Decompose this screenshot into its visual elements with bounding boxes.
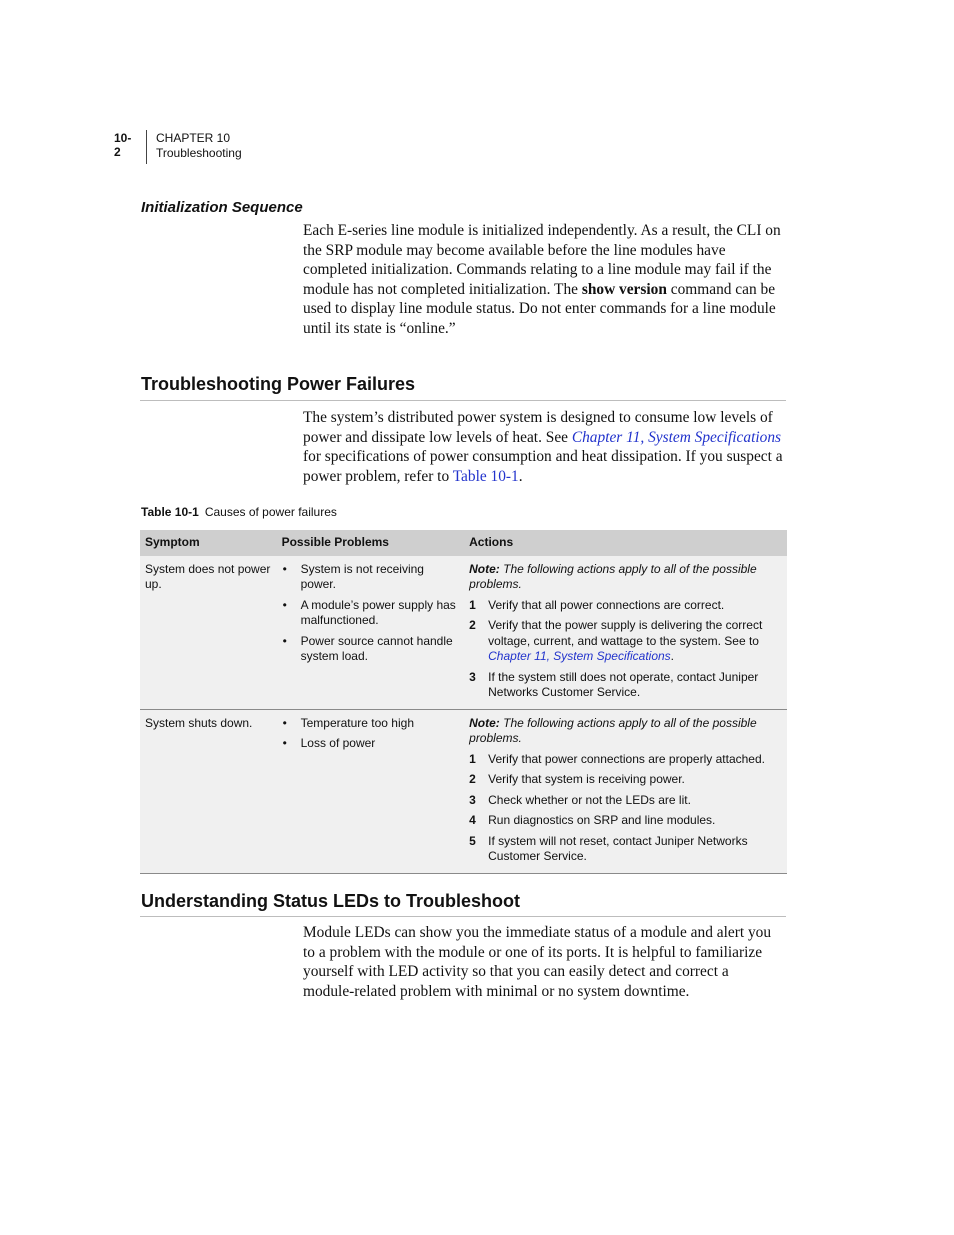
step-number: 4 [469, 813, 476, 827]
step-text: Verify that power connections are properly attached. [488, 751, 765, 766]
step-text: Check whether or not the LEDs are lit. [488, 792, 691, 807]
problems-cell [277, 556, 465, 710]
actions-cell [464, 556, 787, 710]
action-step [469, 813, 783, 829]
action-step [469, 598, 783, 614]
header-divider [146, 130, 147, 164]
symptom-cell: System does not power up. [140, 556, 277, 710]
action-step [469, 793, 783, 809]
power-text-3: . [518, 467, 523, 485]
actions-steps [469, 598, 783, 701]
action-step [469, 752, 783, 768]
chapter-11-link[interactable]: Chapter 11, System Specifications [571, 428, 782, 446]
actions-note [469, 716, 783, 747]
symptom-cell: System shuts down. [140, 709, 277, 873]
table-caption-label: Table 10-1 [141, 505, 199, 519]
step-text: Verify that the power supply is delivering the correct voltage, current, and wattage to the system. See to [488, 618, 763, 648]
step-number: 2 [469, 618, 476, 632]
problems-cell [277, 709, 465, 873]
table-row [140, 709, 787, 873]
list-item: • Power source cannot handle system load. [282, 634, 461, 665]
action-step [469, 772, 783, 788]
chapter-11-link[interactable]: Chapter 11, System Specifications [488, 649, 671, 663]
col-header-symptom: Symptom [140, 530, 277, 556]
table-row [140, 556, 787, 710]
power-failures-heading: Troubleshooting Power Failures [141, 374, 416, 394]
actions-note [469, 562, 783, 593]
note-label: Note: [469, 561, 500, 576]
chapter-number: CHAPTER 10 [156, 131, 231, 145]
step-text: If the system still does not operate, contact Juniper Networks Customer Service. [488, 669, 759, 699]
list-item: • Loss of power [282, 736, 461, 752]
table-caption [141, 505, 337, 519]
show-version-command: show version [581, 280, 667, 298]
step-number: 5 [469, 833, 476, 848]
action-step [469, 834, 783, 865]
table-caption-text: Causes of power failures [204, 505, 337, 519]
col-header-problems: Possible Problems [277, 530, 465, 556]
note-text: The following actions apply to all of the possible problems. [469, 715, 757, 745]
note-text: The following actions apply to all of the possible problems. [469, 561, 757, 591]
init-text-2: command can be used to display line module status. Do not enter commands for a line module until its state is “online.” [303, 280, 776, 337]
power-text-1: The system’s distributed power system is designed to consume low levels of power and dissipate low levels of heat. See [303, 409, 773, 446]
step-number: 2 [469, 772, 476, 786]
power-text-2: for specifications of power consumption and heat dissipation. If you suspect a power problem, refer to [303, 448, 783, 485]
init-text-1: Each E-series line module is initialized independently. As a result, the CLI on the SRP module may become available before the line modules have completed initialization. Commands relating to a line module may fail if the module has not completed initialization. The [303, 222, 781, 298]
power-paragraph [303, 408, 783, 486]
list-item: • System is not receiving power. [282, 562, 461, 593]
initialization-paragraph [303, 221, 783, 338]
problems-list [282, 716, 461, 752]
table-10-1-link[interactable]: Table 10-1 [452, 467, 519, 485]
step-text: If system will not reset, contact Juniper Networks Customer Service. [488, 833, 748, 863]
power-heading-rule [140, 400, 786, 401]
step-text: Verify that system is receiving power. [488, 772, 685, 786]
chapter-title: Troubleshooting [156, 146, 242, 160]
step-number: 1 [469, 597, 476, 612]
action-step [469, 618, 783, 665]
initialization-heading: Initialization Sequence [141, 199, 303, 216]
step-number: 3 [469, 669, 476, 684]
table-header-row [140, 530, 787, 556]
step-text: Run diagnostics on SRP and line modules. [488, 813, 716, 827]
action-step [469, 670, 783, 701]
actions-cell [464, 709, 787, 873]
actions-steps [469, 752, 783, 865]
status-leds-heading: Understanding Status LEDs to Troubleshoot [141, 891, 521, 911]
col-header-actions: Actions [464, 530, 787, 556]
page-number: 10-2 [114, 131, 132, 159]
chapter-label [156, 131, 242, 161]
list-item: • Temperature too high [282, 716, 461, 732]
note-label: Note: [469, 715, 500, 730]
step-number: 3 [469, 792, 476, 807]
leds-paragraph: Module LEDs can show you the immediate status of a module and alert you to a problem with the module or one of its ports. It is helpful to familiarize yourself with LED activity so that you can easily detect and correct a module-related problem with minimal or no system downtime. [303, 924, 772, 1000]
power-failures-table [140, 530, 787, 874]
step-number: 1 [469, 751, 476, 766]
leds-heading-rule [140, 916, 786, 917]
step-text-after: . [670, 649, 675, 663]
step-text: Verify that all power connections are correct. [488, 597, 725, 612]
list-item: • A module’s power supply has malfunctioned. [282, 598, 461, 629]
problems-list [282, 562, 461, 665]
